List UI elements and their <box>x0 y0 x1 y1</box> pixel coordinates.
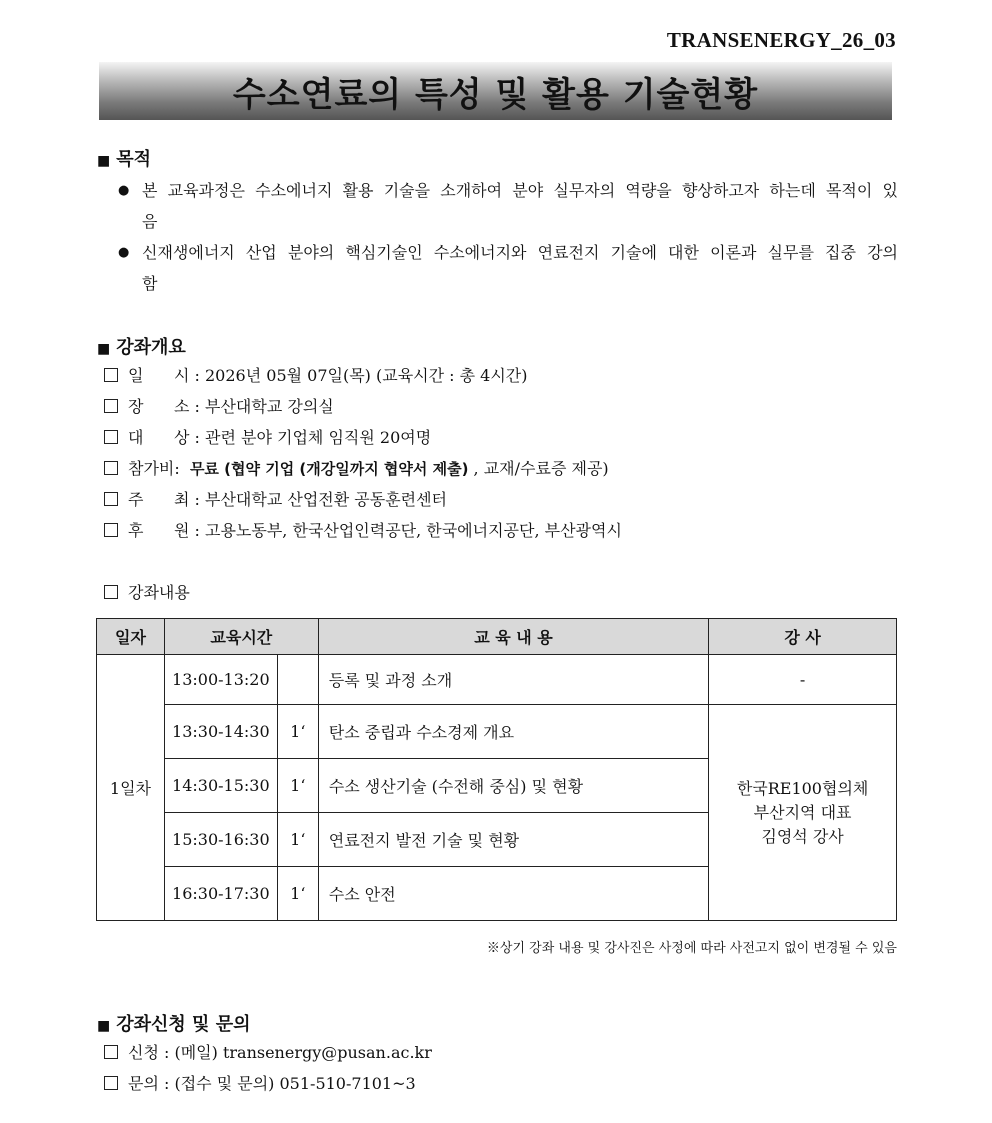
topic-cell: 탄소 중립과 수소경제 개요 <box>318 705 708 759</box>
table-row <box>97 705 897 759</box>
document-code: TRANSENERGY_26_03 <box>666 28 896 52</box>
square-bullet-icon: ■ <box>97 153 111 169</box>
time-cell: 15:30-16:30 <box>164 813 277 867</box>
instructor-line: 한국RE100협의체 <box>736 778 869 798</box>
time-cell: 14:30-15:30 <box>164 759 277 813</box>
schedule-table <box>96 618 897 921</box>
square-bullet-icon: ■ <box>97 341 111 357</box>
hours-cell: 1‘ <box>277 867 318 921</box>
hours-cell: 1‘ <box>277 705 318 759</box>
checkbox-icon <box>104 1076 118 1090</box>
square-bullet-icon: ■ <box>97 1018 111 1034</box>
table-header-row <box>97 619 897 655</box>
header-instructor: 강 사 <box>709 619 897 655</box>
topic-cell: 수소 생산기술 (수전해 중심) 및 현황 <box>318 759 708 813</box>
bullet-dot-icon: ● <box>118 183 130 198</box>
header-time: 교육시간 <box>164 619 318 655</box>
checkbox-icon <box>104 1045 118 1059</box>
section-purpose-heading: ■ 목적 <box>97 149 152 170</box>
bullet-dot-icon: ● <box>118 245 130 260</box>
purpose-bullet-2: ● 신재생에너지 산업 분야의 핵심기술인 수소에너지와 연료전지 기술에 대한 이론과 실무를 집중 강의 함 <box>118 237 898 299</box>
day-cell: 1일차 <box>97 655 165 921</box>
instructor-line: 부산지역 대표 <box>753 802 852 822</box>
overview-row-fee: 참가비: 무료 (협약 기업 (개강일까지 협약서 제출) , 교재/수료증 제공) <box>104 457 609 481</box>
checkbox-icon <box>104 368 118 382</box>
header-content: 교 육 내 용 <box>318 619 708 655</box>
overview-row-host: 주 최 : 부산대학교 산업전환 공동훈련센터 <box>104 488 447 512</box>
hours-cell <box>277 655 318 705</box>
instructor-cell <box>709 705 897 921</box>
time-cell: 13:00-13:20 <box>164 655 277 705</box>
section-overview-heading: ■ 강좌개요 <box>97 337 186 358</box>
checkbox-icon <box>104 523 118 537</box>
inquiry-row-contact: 문의 : (접수 및 문의) 051-510-7101~3 <box>104 1072 416 1096</box>
overview-row-target: 대 상 : 관련 분야 기업체 임직원 20여명 <box>104 426 431 450</box>
purpose-bullet-1: ● 본 교육과정은 수소에너지 활용 기술을 소개하여 분야 실무자의 역량을 향상하고자 하는데 목적이 있음 <box>118 175 898 237</box>
checkbox-icon <box>104 585 118 599</box>
time-cell: 13:30-14:30 <box>164 705 277 759</box>
topic-cell: 연료전지 발전 기술 및 현황 <box>318 813 708 867</box>
hours-cell: 1‘ <box>277 813 318 867</box>
time-cell: 16:30-17:30 <box>164 867 277 921</box>
instructor-cell: - <box>709 655 897 705</box>
inquiry-row-apply: 신청 : (메일) transenergy@pusan.ac.kr <box>104 1041 432 1065</box>
section-inquiry-heading: ■ 강좌신청 및 문의 <box>97 1014 251 1035</box>
page-title: 수소연료의 특성 및 활용 기술현황 <box>232 74 759 115</box>
title-banner <box>99 62 892 120</box>
checkbox-icon <box>104 430 118 444</box>
topic-cell: 수소 안전 <box>318 867 708 921</box>
topic-cell: 등록 및 과정 소개 <box>318 655 708 705</box>
hours-cell: 1‘ <box>277 759 318 813</box>
table-row <box>97 655 897 705</box>
checkbox-icon <box>104 492 118 506</box>
overview-row-place: 장 소 : 부산대학교 강의실 <box>104 395 334 419</box>
header-day: 일자 <box>97 619 165 655</box>
overview-row-sponsor: 후 원 : 고용노동부, 한국산업인력공단, 한국에너지공단, 부산광역시 <box>104 519 622 543</box>
checkbox-icon <box>104 399 118 413</box>
instructor-line: 김영석 강사 <box>761 826 844 846</box>
overview-row-date: 일 시 : 2026년 05월 07일(목) (교육시간 : 총 4시간) <box>104 364 528 388</box>
section-content-heading: 강좌내용 <box>104 581 190 605</box>
schedule-note: ※상기 강좌 내용 및 강사진은 사정에 따라 사전고지 없이 변경될 수 있음 <box>486 941 897 956</box>
checkbox-icon <box>104 461 118 475</box>
